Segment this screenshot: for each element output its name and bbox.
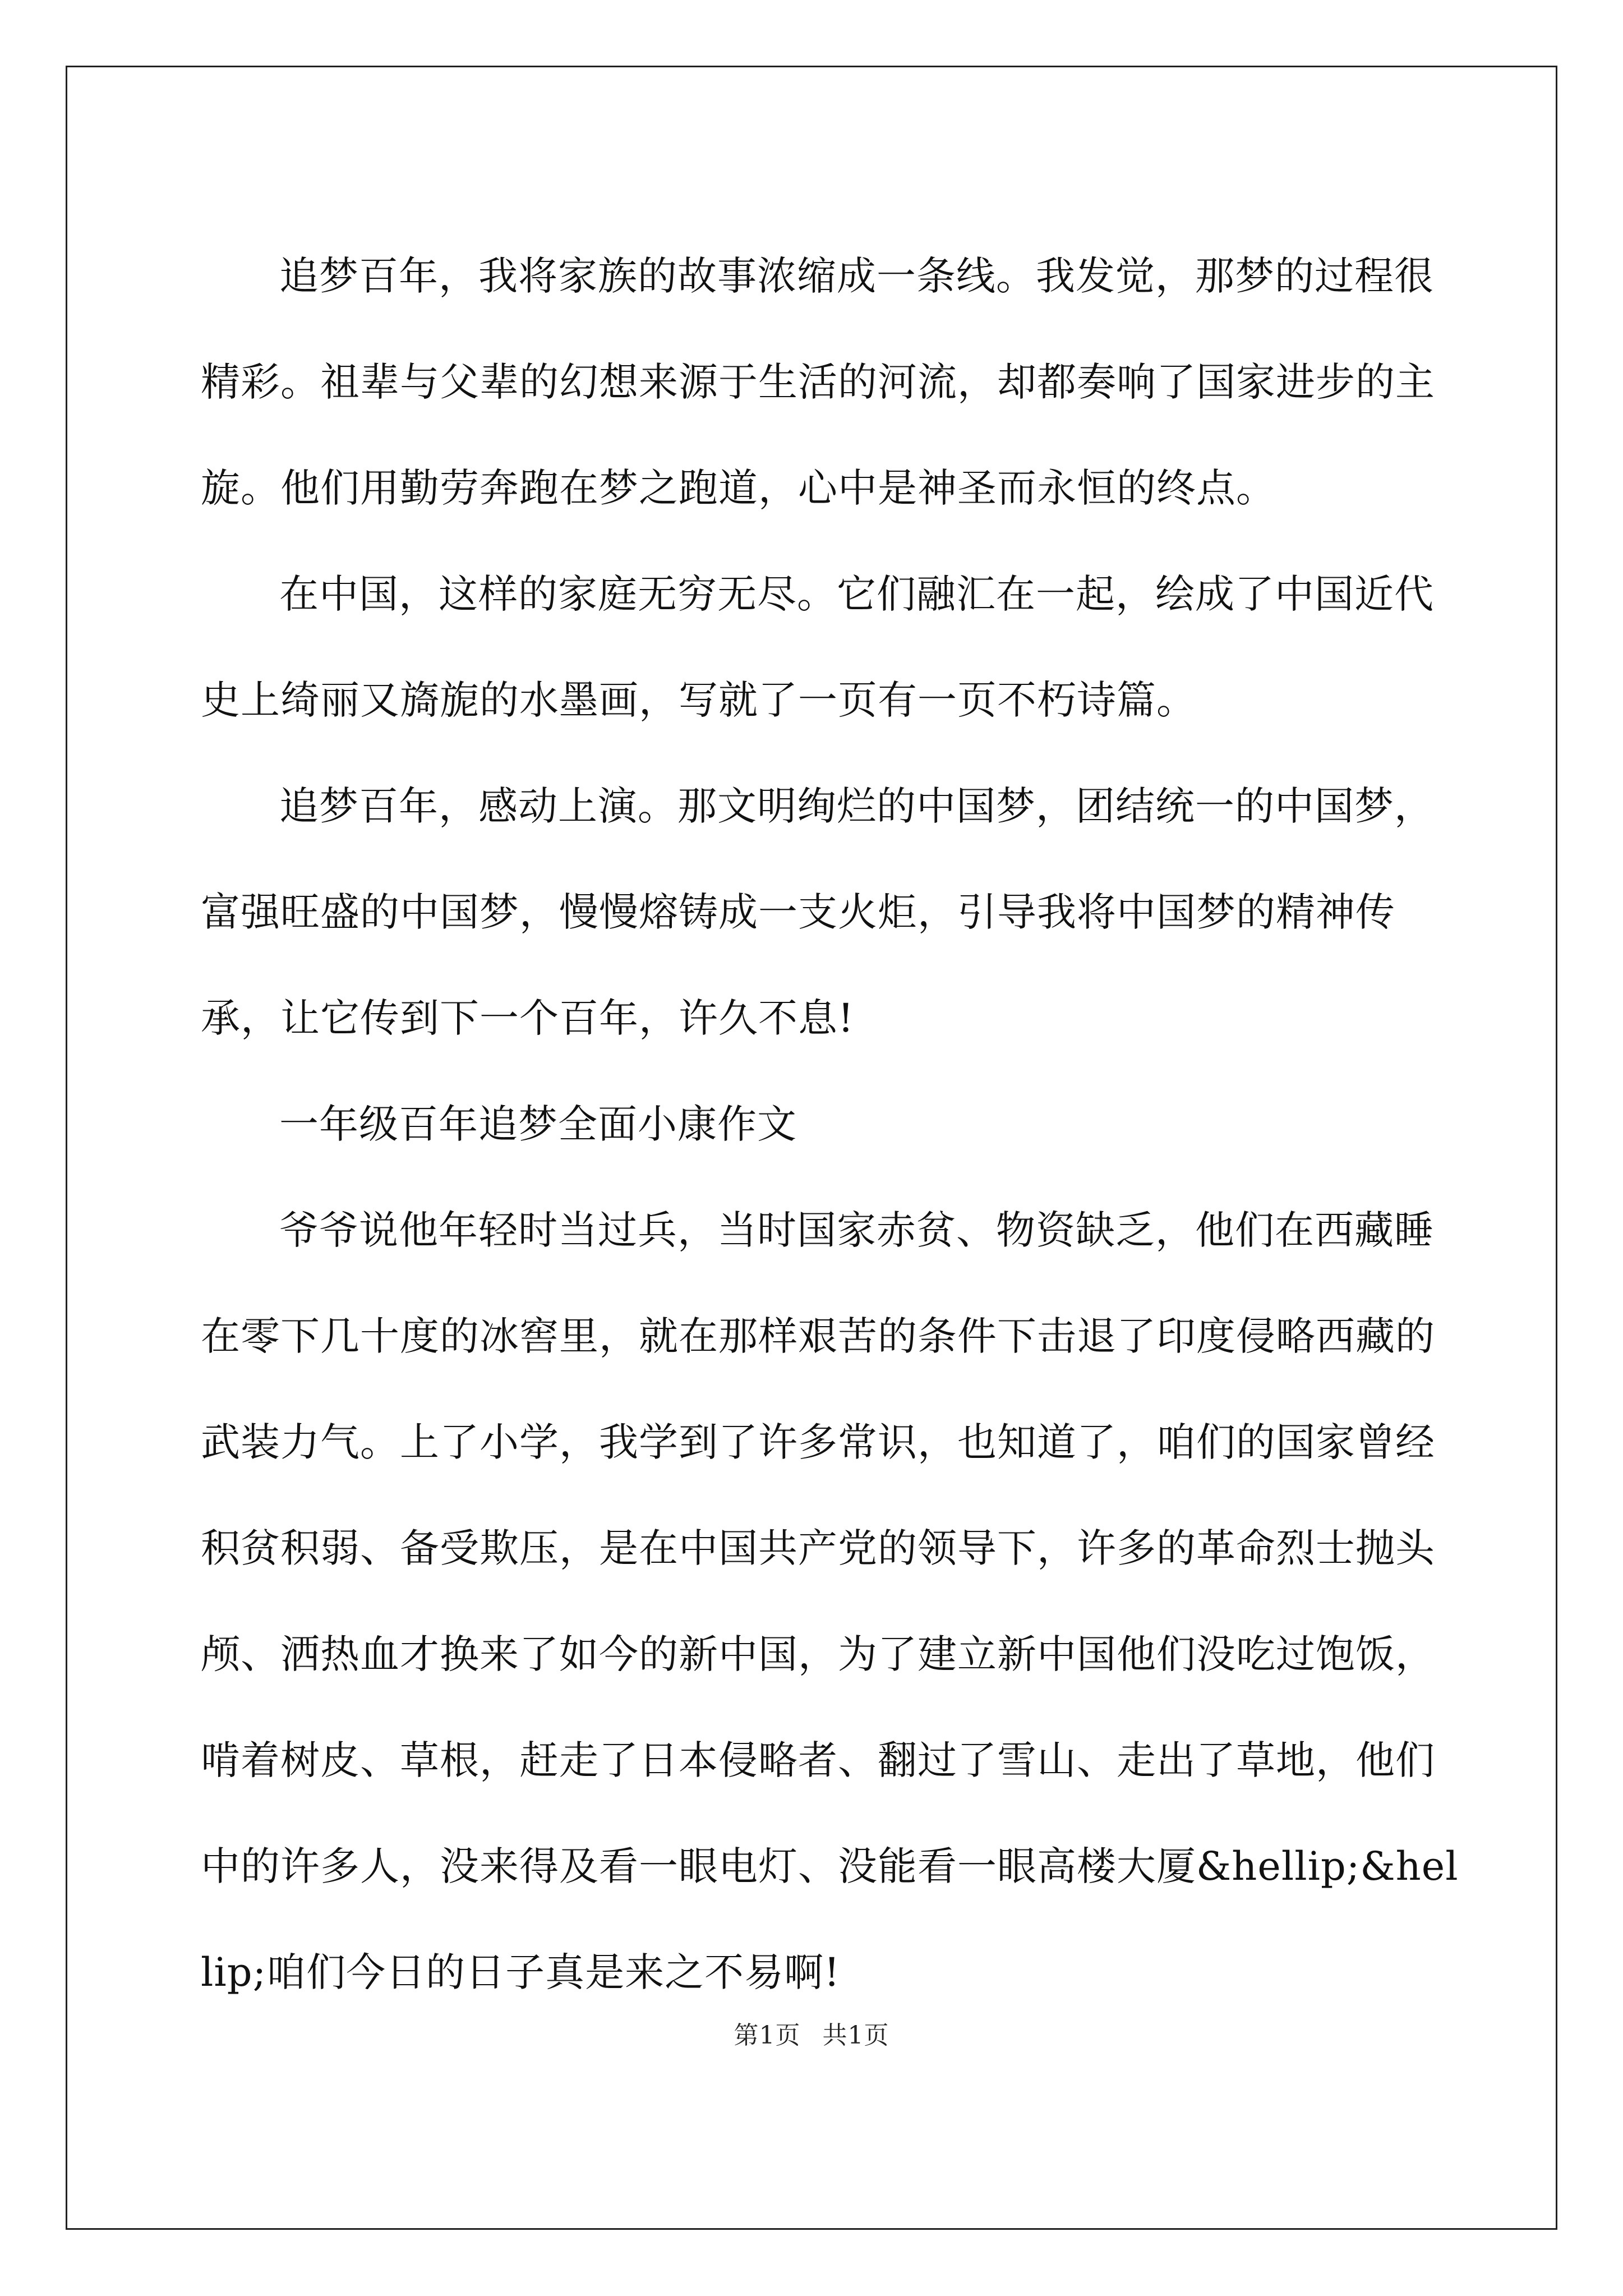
page-number: 第1页 [734,2021,801,2050]
section-heading: 一年级百年追梦全面小康作文 [279,1101,797,1147]
page-total: 共1页 [822,2021,889,2050]
document-body [201,223,1463,2026]
paragraph: 追梦百年，我将家族的故事浓缩成一条线。我发觉，那梦的过程很精彩。祖辈与父辈的幻想来源于生活的河流，却都奏响了国家进步的主旋。他们用勤劳奔跑在梦之跑道，心中是神圣而永恒的终点。 [201,253,1435,511]
page-footer [0,2015,1623,2051]
paragraph: 追梦百年，感动上演。那文明绚烂的中国梦，团结统一的中国梦，富强旺盛的中国梦，慢慢熔铸成一支火炬，引导我将中国梦的精神传承，让它传到下一个百年，许久不息! [201,783,1434,1041]
paragraph: 在中国，这样的家庭无穷无尽。它们融汇在一起，绘成了中国近代史上绮丽又旖旎的水墨画，写就了一页有一页不朽诗篇。 [201,571,1434,723]
paragraph: 爷爷说他年轻时当过兵，当时国家赤贫、物资缺乏，他们在西藏睡在零下几十度的冰窖里，就在那样艰苦的条件下击退了印度侵略西藏的武装力气。上了小学，我学到了许多常识，也知道了，咱们的国家曾经积贫积弱、备受欺压，是在中国共产党的领导下，许多的革命烈士抛头颅、洒热血才换来了如今的新中国，为了建立新中国他们没吃过饱饭，啃着树皮、草根，赶走了日本侵略者、翻过了雪山、走出了草地，他们中的许多人，没来得及看一眼电灯、没能看一眼高楼大厦&hellip;&hellip;咱们今日的日子真是来之不易啊! [201,1207,1459,1995]
